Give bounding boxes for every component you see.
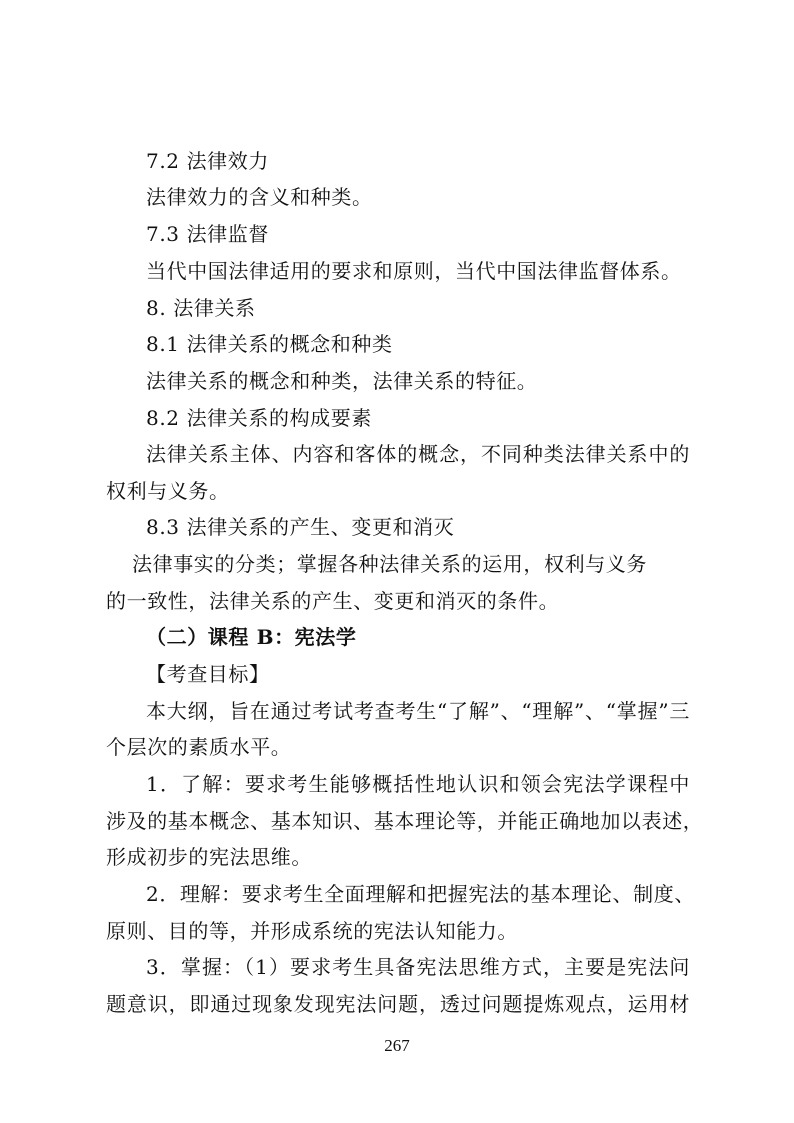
heading-8-2: 8.2 法律关系的构成要素 [146,406,372,430]
heading-7-3: 7.3 法律监督 [146,222,269,246]
page-number: 267 [384,1036,410,1055]
paragraph-line: 当代中国法律适用的要求和原则，当代中国法律监督体系。 [146,259,682,283]
heading-7-2: 7.2 法律效力 [146,149,269,173]
paragraph-line: 个层次的素质水平。 [106,735,292,759]
heading-8-1: 8.1 法律关系的概念和种类 [146,332,393,356]
paragraph-line: 2．理解：要求考生全面理解和把握宪法的基本理论、制度、 [146,882,695,906]
paragraph-line: 法律事实的分类；掌握各种法律关系的运用，权利与义务 [132,552,647,576]
paragraph-line: 形成初步的宪法思维。 [106,845,312,869]
paragraph-line: 法律关系主体、内容和客体的概念，不同种类法律关系中的 [146,442,690,466]
heading-8: 8. 法律关系 [146,296,256,320]
paragraph-line: 1．了解：要求考生能够概括性地认识和领会宪法学课程中 [146,772,690,796]
subheading-exam-objectives: 【考查目标】 [146,662,270,686]
paragraph-line: 题意识，即通过现象发现宪法问题，透过问题提炼观点，运用材 [106,992,690,1016]
paragraph-line: 权利与义务。 [106,479,230,503]
paragraph-line: 法律关系的概念和种类，法律关系的特征。 [146,369,538,393]
paragraph-line: 法律效力的含义和种类。 [146,185,373,209]
paragraph-line: 涉及的基本概念、基本知识、基本理论等，并能正确地加以表述， [106,809,704,833]
paragraph-line: 原则、目的等，并形成系统的宪法认知能力。 [106,919,518,943]
paragraph-line: 3．掌握：（1）要求考生具备宪法思维方式，主要是宪法问 [146,955,690,979]
section-heading-course-b: （二）课程 B：宪法学 [146,625,357,649]
paragraph-line: 本大纲，旨在通过考试考查考生“了解”、“理解”、“掌握”三 [146,699,690,723]
heading-8-3: 8.3 法律关系的产生、变更和消灭 [146,515,455,539]
paragraph-line: 的一致性，法律关系的产生、变更和消灭的条件。 [106,589,560,613]
